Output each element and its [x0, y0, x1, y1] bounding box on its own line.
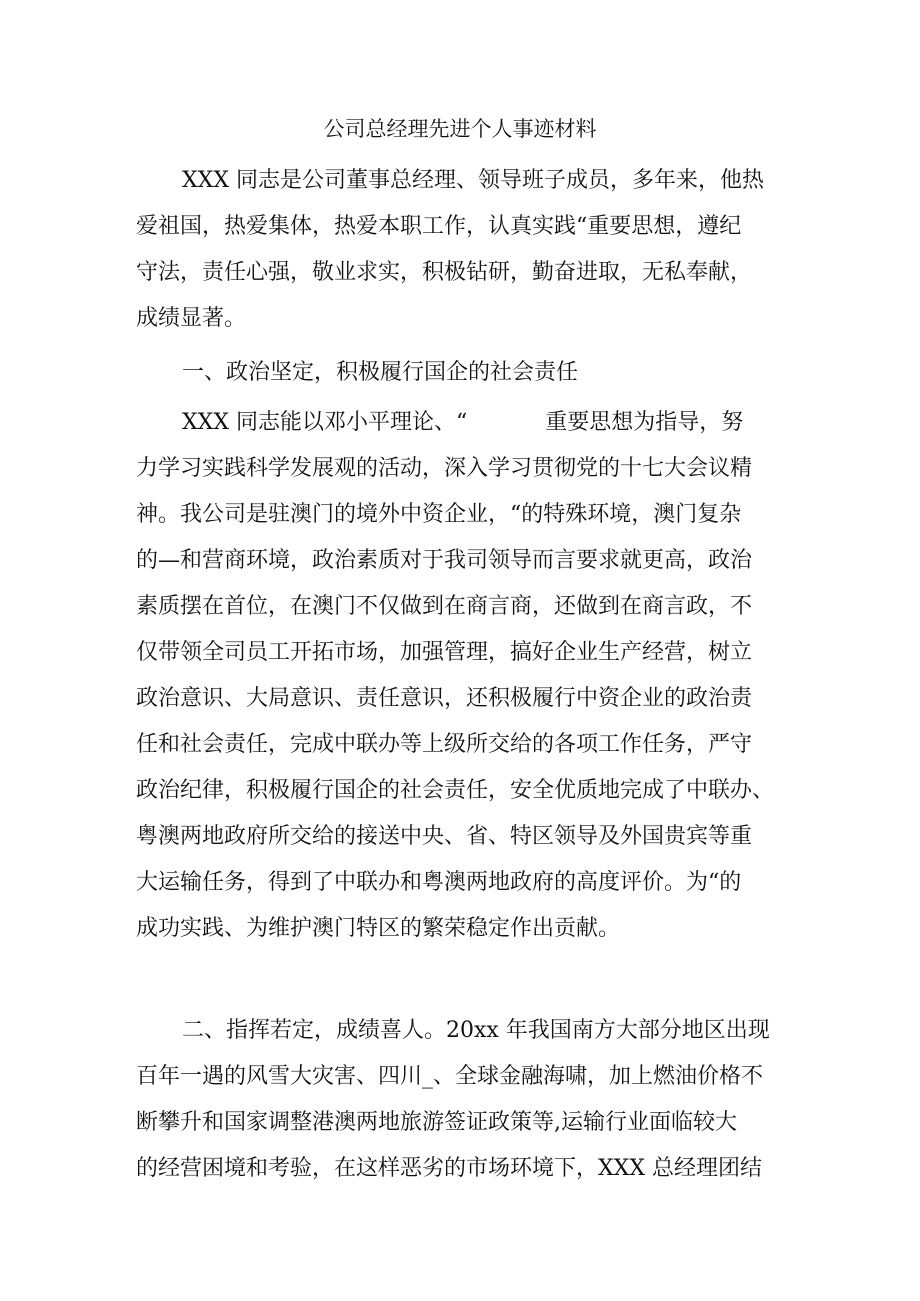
text-line: 任和社会责任，完成中联办等上级所交给的各项工作任务，严守 — [136, 732, 753, 757]
text-line — [136, 400, 774, 446]
text-line: 爱祖国，热爱集体，热爱本职工作，认真实践“重要思想，遵纪 — [136, 214, 742, 239]
text-line: 的经营困境和考验，在这样恶劣的市场环境下，XXX 总经理团结 — [136, 1156, 762, 1181]
text-line: 仅带领全司员工开拓市场，加强管理，搞好企业生产经营，树立 — [136, 640, 753, 665]
section-heading-1 — [136, 350, 578, 396]
text-line: 政治意识、大局意识、责任意识，还积极履行中资企业的政治责 — [136, 686, 753, 711]
text-line: 粤澳两地政府所交给的接送中央、省、特区领导及外国贵宾等重 — [136, 824, 753, 849]
heading-text: 一、政治坚定，积极履行国企的社会责任 — [182, 360, 579, 385]
text-line: 二、指挥若定，成绩喜人。20xx 年我国南方大部分地区出现 — [182, 1018, 770, 1043]
text-line: 断攀升和国家调整港澳两地旅游签证政策等,运输行业面临较大 — [136, 1110, 737, 1135]
paragraph-intro — [136, 158, 764, 342]
text-line: 的—和营商环境，政治素质对于我司领导而言要求就更高，政治 — [136, 548, 753, 573]
text-line: 素质摆在首位，在澳门不仅做到在商言商，还做到在商言政，不 — [136, 594, 753, 619]
paragraph-politics — [136, 400, 774, 952]
paragraph-command — [136, 1008, 770, 1192]
text-fragment: 重要思想为指导，努 — [545, 410, 744, 435]
text-line: 大运输任务，得到了中联办和粤澳两地政府的高度评价。为“的 — [136, 870, 742, 895]
text-line: 力学习实践科学发展观的活动，深入学习贯彻党的十七大会议精 — [136, 456, 753, 481]
document-title: 公司总经理先进个人事迹材料 — [323, 117, 597, 141]
text-line: XXX 同志是公司董事总经理、领导班子成员，多年来，他热 — [182, 168, 764, 193]
text-line: 成功实践、为维护澳门特区的繁荣稳定作出贡献。 — [136, 916, 621, 941]
text-fragment: XXX 同志能以邓小平理论、“ — [182, 410, 468, 435]
text-line: 神。我公司是驻澳门的境外中资企业，“的特殊环境，澳门复杂 — [136, 502, 742, 527]
text-line: 守法，责任心强，敬业求实，积极钻研，勤奋进取，无私奉献， — [136, 260, 753, 285]
text-line: 政治纪律，积极履行国企的社会责任，安全优质地完成了中联办、 — [136, 778, 775, 803]
text-line: 百年一遇的风雪大灾害、四川_、全球金融海啸，加上燃油价格不 — [136, 1064, 764, 1089]
text-line: 成绩显著。 — [136, 306, 247, 331]
